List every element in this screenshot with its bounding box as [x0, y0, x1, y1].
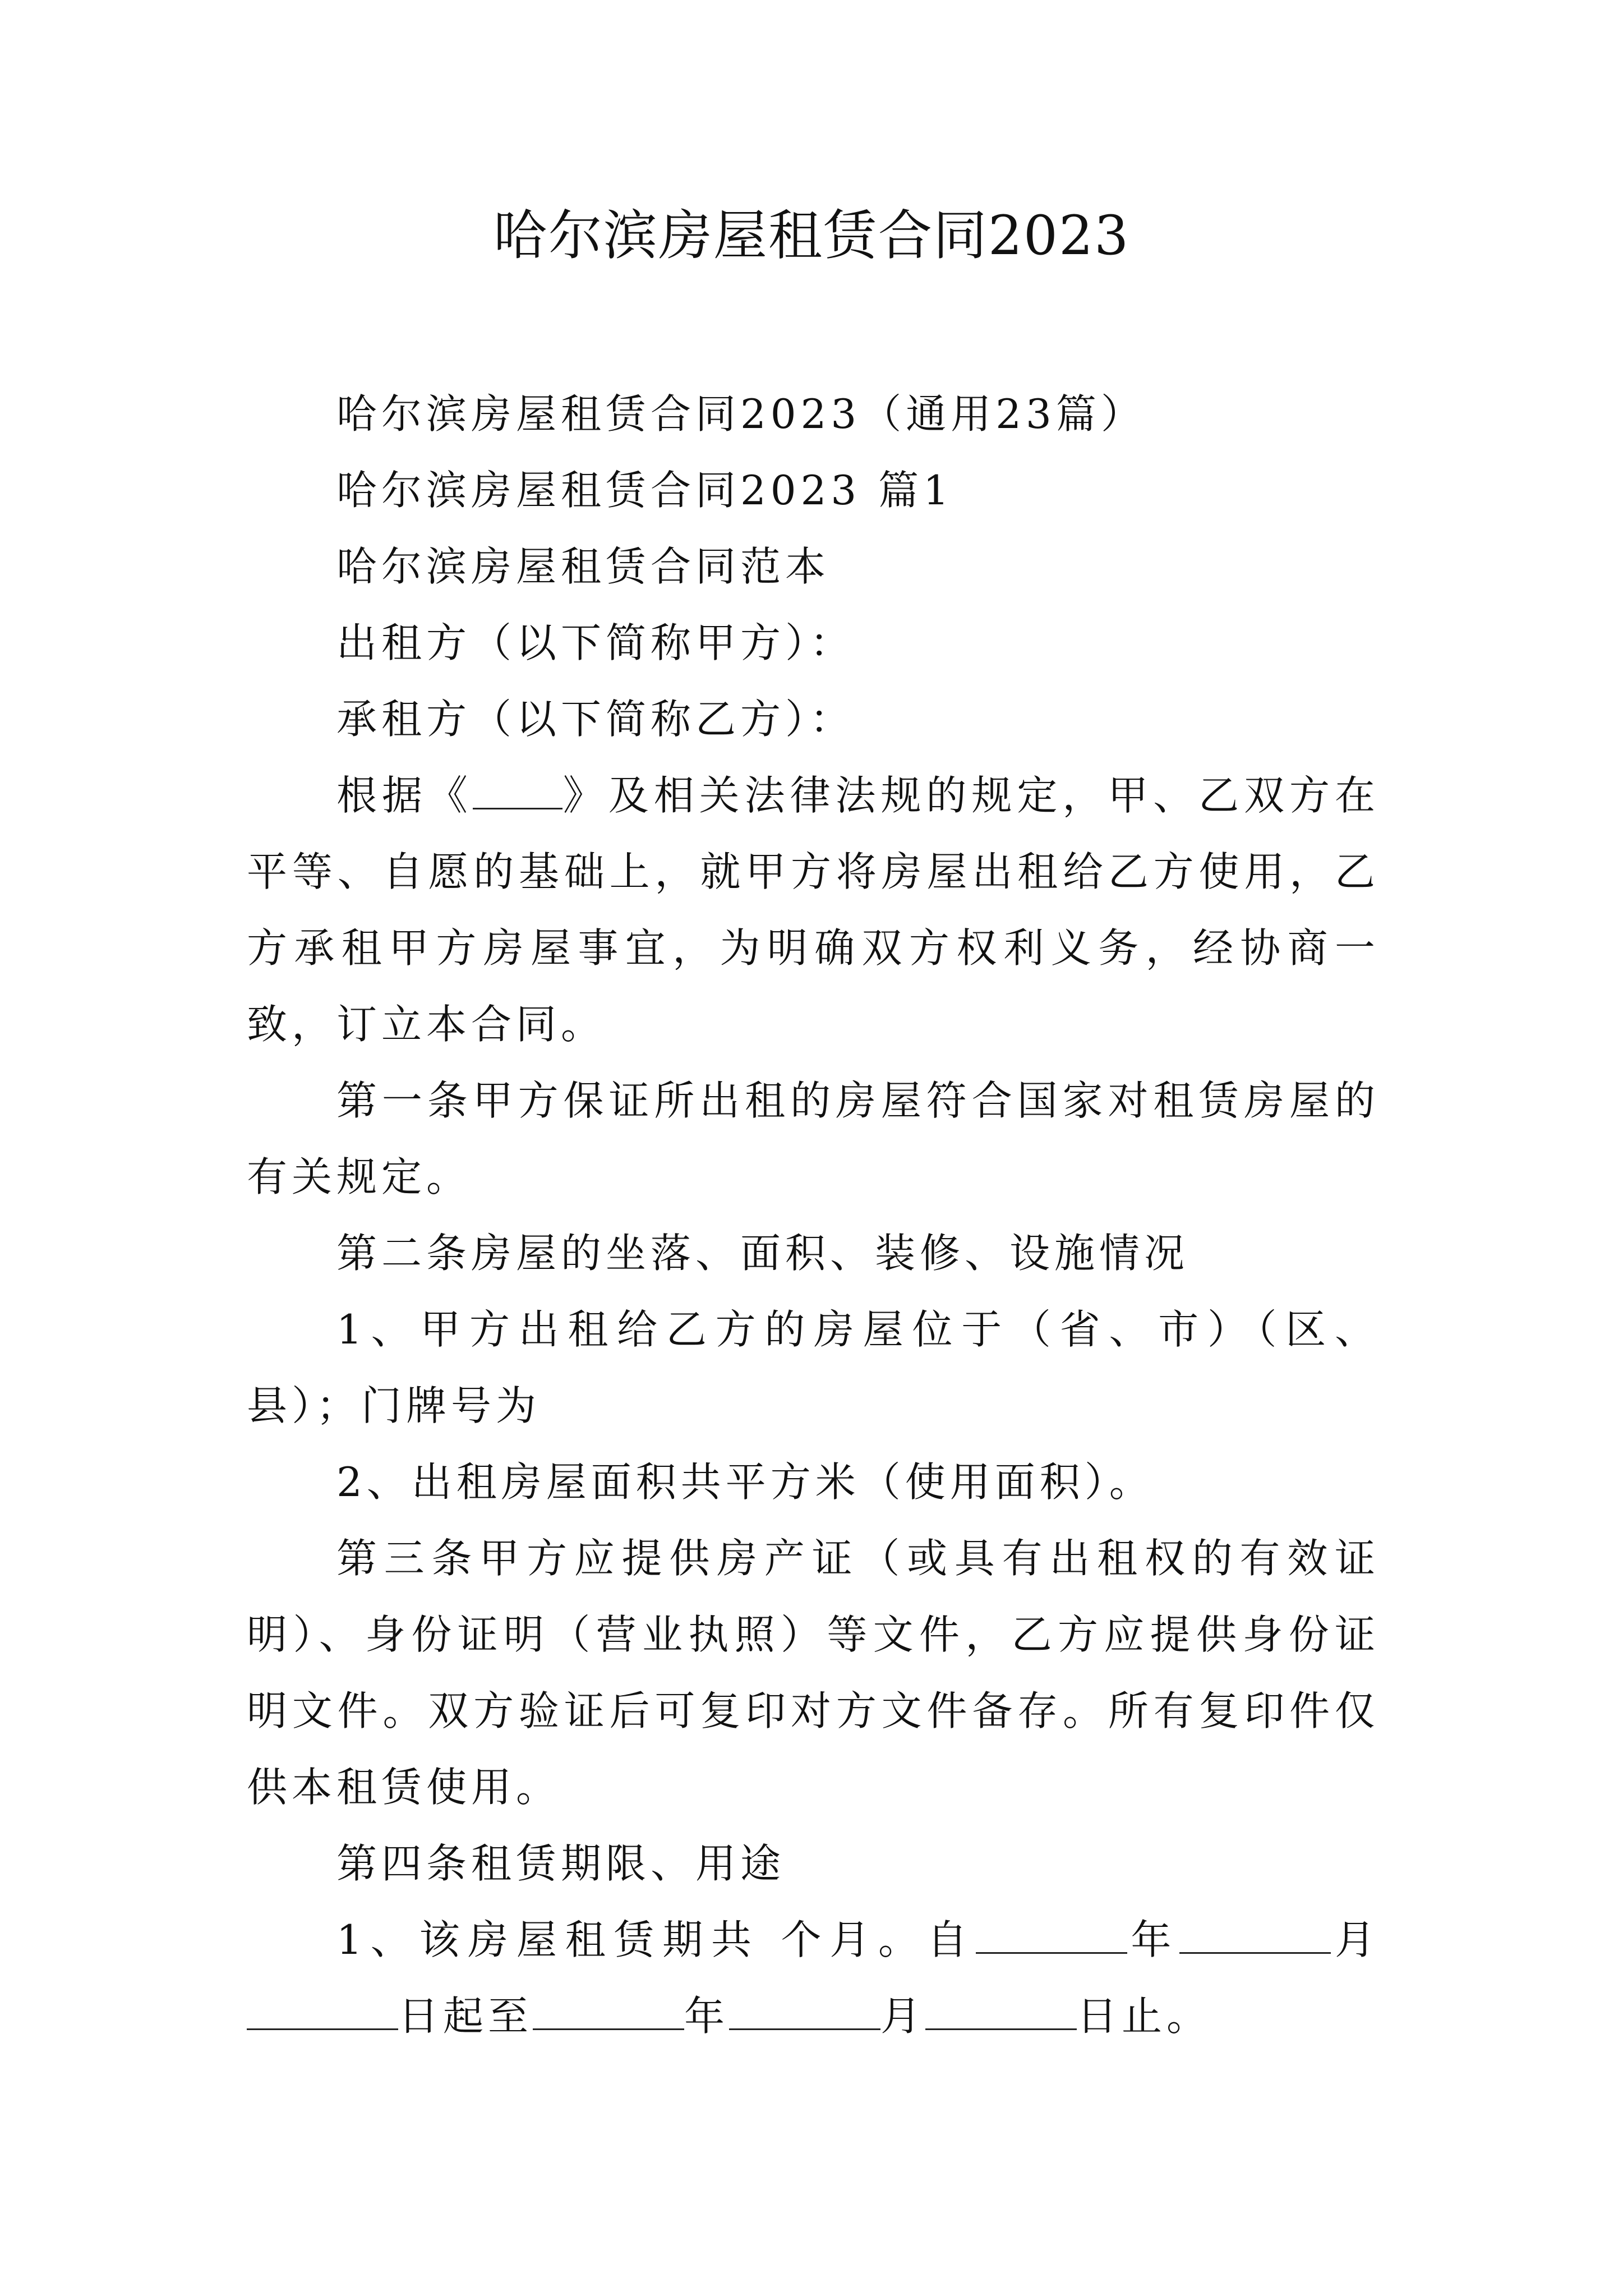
- term-text-3: 月: [1331, 1916, 1380, 1963]
- blank-line: [533, 1995, 684, 2030]
- blank-line: [473, 774, 562, 809]
- paragraph-7: 第一条甲方保证所出租的房屋符合国家对租赁房屋的有关规定。: [247, 1077, 1380, 1200]
- paragraph-8: 第二条房屋的坐落、面积、装修、设施情况: [336, 1230, 1189, 1277]
- term-text-6: 月: [880, 1993, 926, 2040]
- paragraph-2: 哈尔滨房屋租赁合同2023 篇1: [336, 467, 953, 514]
- term-text-5: 年: [684, 1993, 730, 2040]
- blank-line: [247, 1995, 398, 2030]
- paragraph-6-text: 及相关法律法规的规定，甲、乙双方在平等、自愿的基础上，就甲方将房屋出租给乙方使用，乙方承租甲方房屋事宜，为明确双方权利义务，经协商一致，订立本合同。: [247, 772, 1380, 1048]
- paragraph-12: 第四条租赁期限、用途: [336, 1840, 786, 1887]
- term-text-1: 1、该房屋租赁期共 个月。自: [336, 1916, 976, 1963]
- term-text-4: 日起至: [398, 1993, 533, 2040]
- paragraph-10: 2、出租房屋面积共平方米（使用面积）。: [336, 1458, 1154, 1506]
- blank-line: [1179, 1918, 1331, 1954]
- blank-line: [976, 1918, 1127, 1954]
- paragraph-9: 1、甲方出租给乙方的房屋位于（省、市）（区、县）；门牌号为: [247, 1306, 1380, 1429]
- document-title: 哈尔滨房屋租赁合同2023: [493, 204, 1130, 267]
- paragraph-3: 哈尔滨房屋租赁合同范本: [336, 543, 831, 590]
- blank-line: [925, 1995, 1077, 2030]
- paragraph-13: [247, 1902, 1380, 2054]
- term-text-2: 年: [1127, 1916, 1180, 1963]
- paragraph-11: 第三条甲方应提供房产证（或具有出租权的有效证明）、身份证明（营业执照）等文件，乙方应提供身份证明文件。双方验证后可复印对方文件备存。所有复印件仅供本租赁使用。: [247, 1535, 1380, 1811]
- paragraph-1: 哈尔滨房屋租赁合同2023（通用23篇）: [336, 390, 1146, 438]
- paragraph-5: 承租方（以下简称乙方）：: [336, 696, 855, 743]
- blank-line: [729, 1995, 880, 2030]
- paragraph-6: [247, 757, 1380, 1062]
- document-body: [247, 376, 1380, 2054]
- paragraph-4: 出租方（以下简称甲方）：: [336, 619, 855, 666]
- paragraph-6-suffix: 》: [562, 772, 608, 819]
- term-text-7: 日止。: [1077, 1993, 1212, 2040]
- paragraph-6-prefix: 根据《: [336, 772, 473, 819]
